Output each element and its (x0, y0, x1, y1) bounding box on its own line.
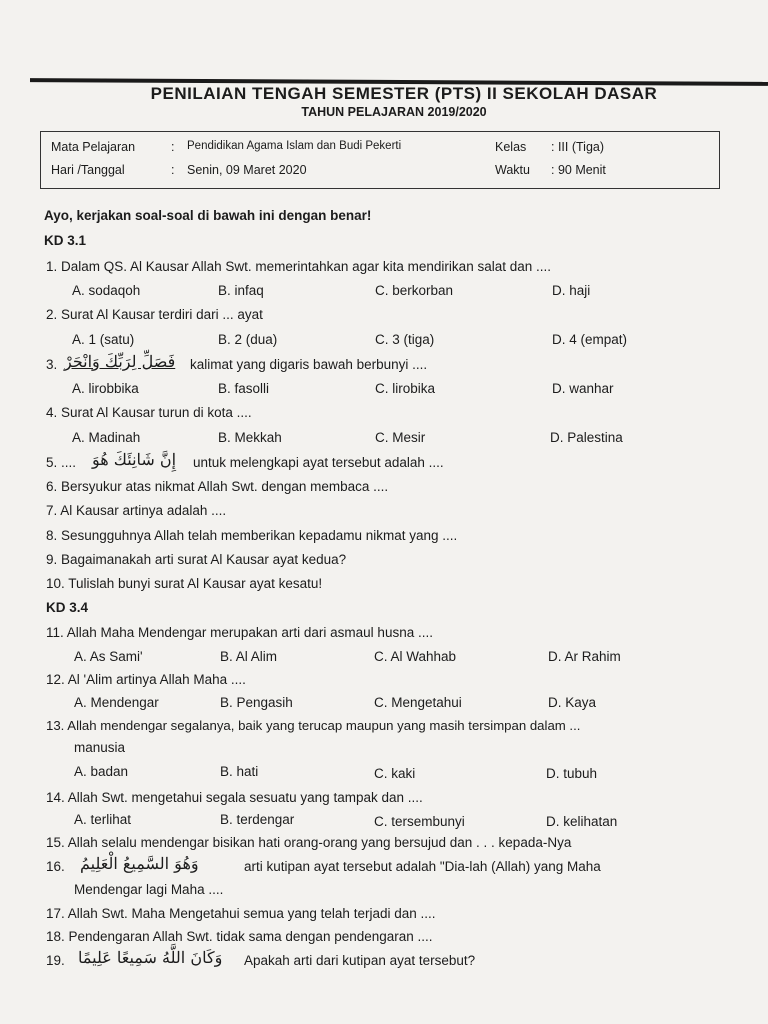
question-14: 14. Allah Swt. mengetahui segala sesuatu yang tampak dan .... (46, 790, 423, 805)
colon: : (171, 163, 175, 177)
option-d: D. Kaya (548, 695, 597, 710)
question-18: 18. Pendengaran Allah Swt. tidak sama dengan pendengaran .... (46, 929, 433, 944)
option-b: B. Mekkah (218, 430, 282, 445)
question-19-number: 19. (46, 953, 65, 968)
question-5-arabic: إِنَّ شَانِئَكَ هُوَ (92, 450, 177, 469)
option-a: A. terlihat (74, 812, 132, 827)
question-19: Apakah arti dari kutipan ayat tersebut? (244, 953, 476, 968)
option-b: B. Pengasih (220, 695, 293, 710)
question-13: 13. Allah mendengar segalanya, baik yang terucap maupun yang masih tersimpan dalam ... (46, 718, 581, 733)
mapel-value: Pendidikan Agama Islam dan Budi Pekerti (187, 140, 402, 152)
question-11: 11. Allah Maha Mendengar merupakan arti dari asmaul husna .... (46, 625, 433, 640)
option-a: A. As Sami' (74, 649, 143, 664)
option-a: A. Mendengar (74, 695, 159, 710)
kelas-label: Kelas (495, 140, 527, 154)
question-5: untuk melengkapi ayat tersebut adalah .... (193, 455, 444, 470)
option-a: A. badan (74, 764, 129, 779)
option-a: A. sodaqoh (72, 283, 141, 298)
instruction: Ayo, kerjakan soal-soal di bawah ini dengan benar! (44, 208, 372, 223)
option-a: A. Madinah (72, 430, 141, 445)
option-c: C. Al Wahhab (374, 649, 457, 664)
waktu-value: : 90 Menit (551, 163, 606, 177)
question-16-arabic: وَهُوَ السَّمِيعُ الْعَلِيمُ (80, 854, 199, 873)
kd-heading: KD 3.4 (46, 600, 89, 615)
option-d: D. tubuh (546, 766, 598, 781)
mapel-label: Mata Pelajaran (51, 140, 136, 154)
option-b: B. terdengar (220, 812, 295, 827)
option-b: B. infaq (218, 283, 264, 298)
waktu-label: Waktu (495, 163, 530, 177)
question-5-number: 5. .... (46, 455, 77, 470)
question-8: 8. Sesungguhnya Allah telah memberikan kepadamu nikmat yang .... (46, 528, 458, 543)
exam-title: PENILAIAN TENGAH SEMESTER (PTS) II SEKOLAH DASAR (150, 84, 658, 103)
hari-label: Hari /Tanggal (51, 163, 125, 177)
option-a: A. lirobbika (72, 381, 139, 396)
question-2: 2. Surat Al Kausar terdiri dari ... ayat (46, 307, 263, 322)
option-c: C. lirobika (375, 381, 436, 396)
option-c: C. 3 (tiga) (375, 332, 435, 347)
option-b: B. Al Alim (220, 649, 278, 664)
option-c: C. tersembunyi (374, 814, 465, 829)
option-d: D. Ar Rahim (548, 649, 621, 664)
option-d: D. Palestina (550, 430, 623, 445)
question-4: 4. Surat Al Kausar turun di kota .... (46, 405, 252, 420)
option-b: B. fasolli (218, 381, 270, 396)
option-d: D. wanhar (552, 381, 614, 396)
info-box (40, 131, 720, 189)
option-c: C. berkorban (375, 283, 454, 298)
option-b: B. 2 (dua) (218, 332, 278, 347)
question-1: 1. Dalam QS. Al Kausar Allah Swt. memerintahkan agar kita mendirikan salat dan .... (46, 259, 551, 274)
option-c: C. kaki (374, 766, 416, 781)
question-12: 12. Al 'Alim artinya Allah Maha .... (46, 672, 246, 687)
option-b: B. hati (220, 764, 259, 779)
colon: : (171, 140, 175, 154)
question-10: 10. Tulislah bunyi surat Al Kausar ayat kesatu! (46, 576, 323, 591)
question-17: 17. Allah Swt. Maha Mengetahui semua yang telah terjadi dan .... (46, 906, 436, 921)
hari-value: Senin, 09 Maret 2020 (187, 163, 307, 177)
question-7: 7. Al Kausar artinya adalah .... (46, 503, 227, 518)
option-c: C. Mengetahui (374, 695, 462, 710)
question-3-arabic: فَصَلِّ لِرَبِّكَ وَانْحَرْ (64, 352, 176, 371)
question-6: 6. Bersyukur atas nikmat Allah Swt. dengan membaca .... (46, 479, 389, 494)
question-15: 15. Allah selalu mendengar bisikan hati orang-orang yang bersujud dan . . . kepada-Nya (46, 835, 572, 850)
question-3: kalimat yang digaris bawah berbunyi .... (190, 357, 428, 372)
kd-heading: KD 3.1 (44, 233, 87, 248)
exam-year: TAHUN PELAJARAN 2019/2020 (301, 105, 487, 119)
option-c: C. Mesir (375, 430, 426, 445)
question-13-cont: manusia (74, 740, 126, 755)
option-d: D. haji (552, 283, 591, 298)
kelas-value: : III (Tiga) (551, 140, 605, 154)
question-16: arti kutipan ayat tersebut adalah "Dia-lah (Allah) yang Maha (244, 859, 601, 874)
question-3-number: 3. (46, 357, 58, 372)
question-16-cont: Mendengar lagi Maha .... (74, 882, 224, 897)
question-16-number: 16. (46, 859, 65, 874)
option-a: A. 1 (satu) (72, 332, 135, 347)
question-19-arabic: وَكَانَ اللَّهُ سَمِيعًا عَلِيمًا (78, 948, 223, 967)
option-d: D. kelihatan (546, 814, 618, 829)
option-d: D. 4 (empat) (552, 332, 628, 347)
question-9: 9. Bagaimanakah arti surat Al Kausar ayat kedua? (46, 552, 347, 567)
